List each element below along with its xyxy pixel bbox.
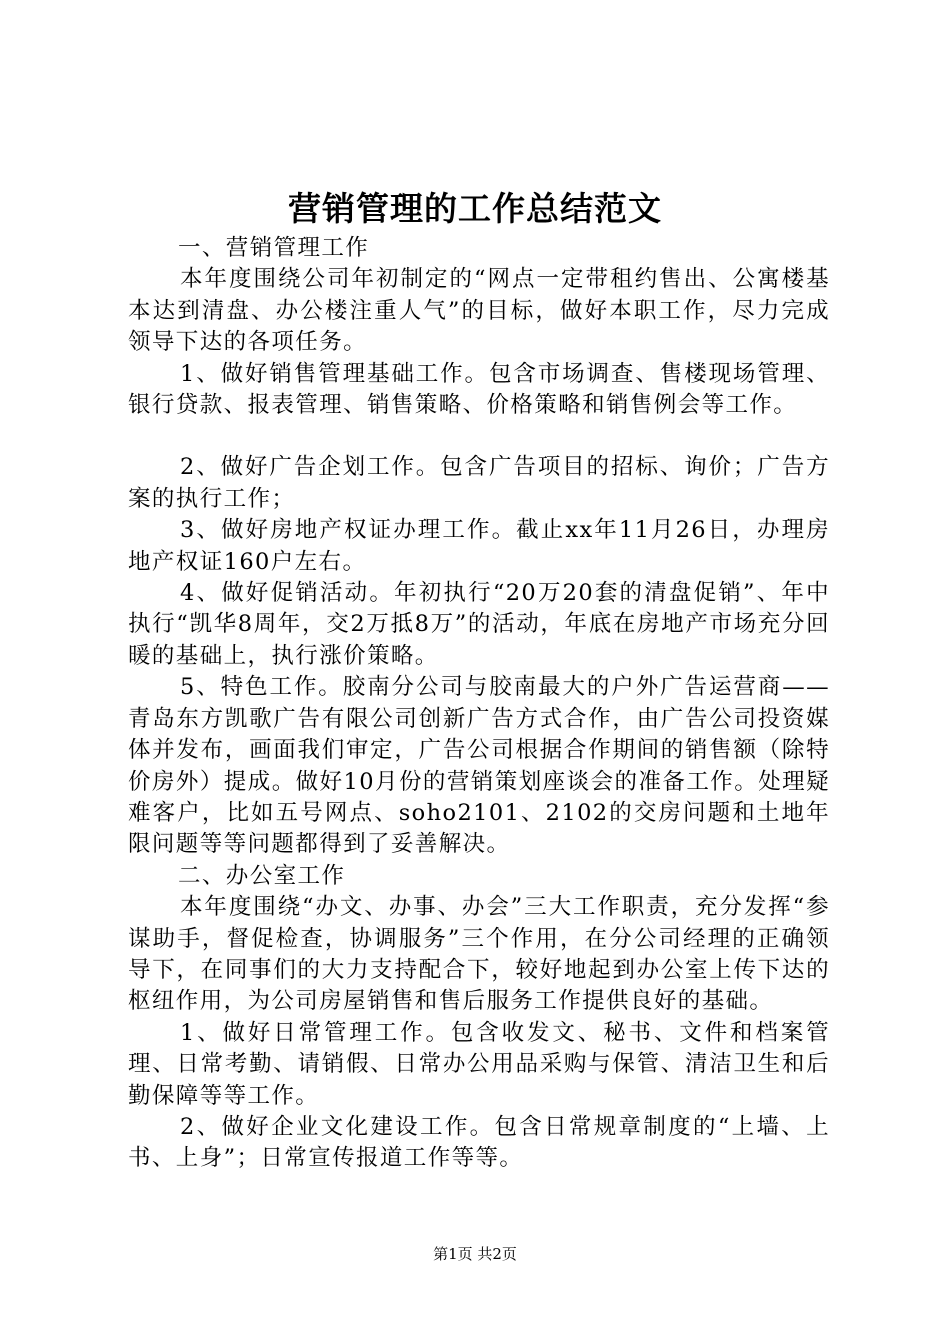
paragraph-marketing-intro: 本年度围绕公司年初制定的“网点一定带租约售出、公寓楼基本达到清盘、办公楼注重人气”的目标，做好本职工作，尽力完成领导下达的各项任务。 <box>128 266 830 356</box>
paragraph-special-work: 5、特色工作。胶南分公司与胶南最大的户外广告运营商——青岛东方凯歌广告有限公司创新广告方式合作，由广告公司投资媒体并发布，画面我们审定，广告公司根据合作期间的销售额（除特价房外）提成。做好10月份的营销策划座谈会的准备工作。处理疑难客户，比如五号网点、soho2101、2102的交房问题和土地年限问题等等问题都得到了妥善解决。 <box>128 674 830 858</box>
section-heading-office: 二、办公室工作 <box>178 862 346 889</box>
document-title: 营销管理的工作总结范文 <box>288 189 662 228</box>
page-footer: 第1页 共2页 <box>433 1245 517 1263</box>
paragraph-daily-management: 1、做好日常管理工作。包含收发文、秘书、文件和档案管理、日常考勤、请销假、日常办公用品采购与保管、清洁卫生和后勤保障等等工作。 <box>128 1019 830 1109</box>
paragraph-advertising: 2、做好广告企划工作。包含广告项目的招标、询价；广告方案的执行工作； <box>128 454 830 512</box>
section-heading-marketing: 一、营销管理工作 <box>178 235 370 261</box>
paragraph-property-certificates: 3、做好房地产权证办理工作。截止xx年11月26日，办理房地产权证160户左右。 <box>128 517 830 575</box>
document-body <box>128 233 830 1175</box>
paragraph-promotions: 4、做好促销活动。年初执行“20万20套的清盘促销”、年中执行“凯华8周年，交2万抵8万”的活动，年底在房地产市场充分回暖的基础上，执行涨价策略。 <box>128 580 830 669</box>
paragraph-office-intro: 本年度围绕“办文、办事、办会”三大工作职责，充分发挥“参谋助手，督促检查，协调服务”三个作用，在分公司经理的正确领导下，在同事们的大力支持配合下，较好地起到办公室上传下达的枢纽作用，为公司房屋销售和售后服务工作提供良好的基础。 <box>128 894 830 1015</box>
paragraph-sales-management: 1、做好销售管理基础工作。包含市场调查、售楼现场管理、银行贷款、报表管理、销售策略、价格策略和销售例会等工作。 <box>128 360 830 419</box>
paragraph-corporate-culture: 2、做好企业文化建设工作。包含日常规章制度的“上墙、上书、上身”；日常宣传报道工作等等。 <box>128 1113 830 1172</box>
